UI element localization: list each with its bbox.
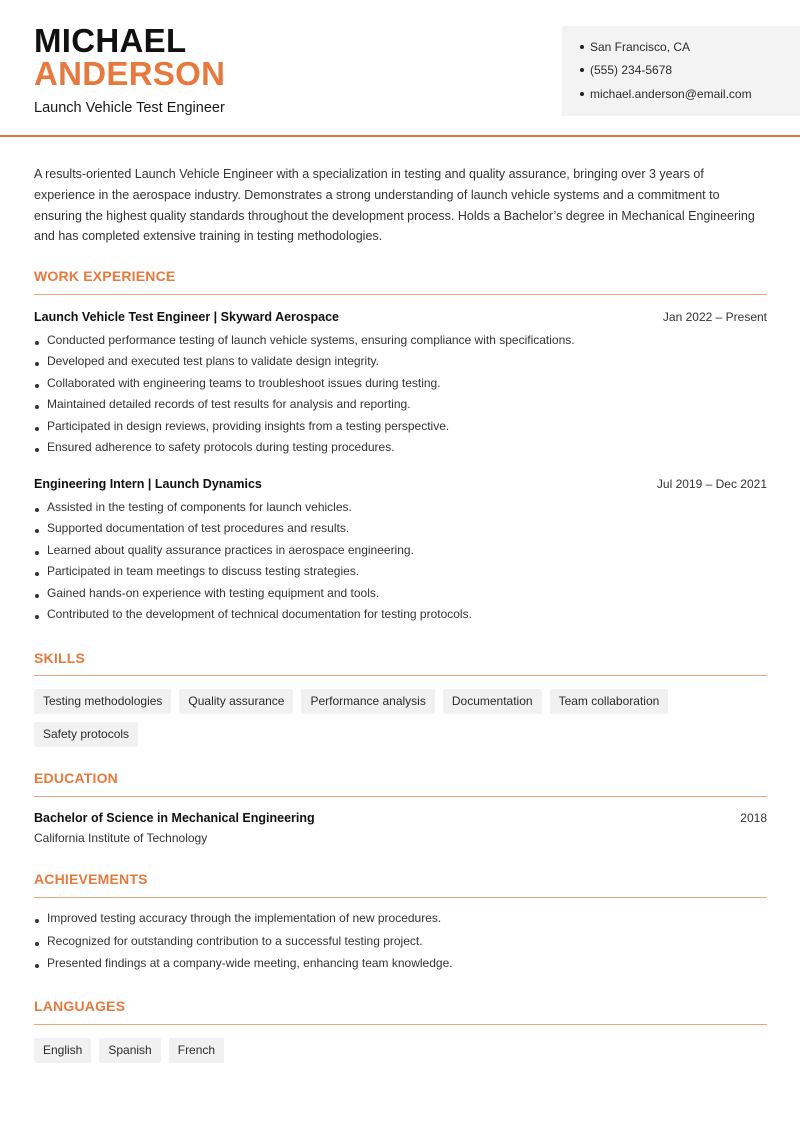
first-name: MICHAEL [34, 22, 187, 59]
skill-chip: Testing methodologies [34, 689, 171, 714]
bullet-icon [580, 92, 584, 96]
job-header [34, 477, 767, 491]
section-title-languages: LANGUAGES [34, 998, 126, 1014]
list-item: Participated in team meetings to discuss testing strategies. [34, 564, 767, 585]
section-divider [34, 294, 767, 295]
summary-paragraph: A results-oriented Launch Vehicle Engineer with a specialization in testing and quality assurance, bringing over 3 years of experience in the aerospace industry. Demonstrates a strong understanding of launch vehicle systems and a commitment to ensuring the highest quality standards throughout the development process. Holds a Bachelor’s degree in Mechanical Engineering and has completed extensive training in testing methodologies. [34, 167, 755, 244]
job-dates: Jan 2022 – Present [662, 310, 767, 324]
graduation-year: 2018 [740, 811, 767, 825]
list-item: Contributed to the development of technical documentation for testing protocols. [34, 607, 767, 628]
list-item: Improved testing accuracy through the implementation of new procedures. [34, 911, 767, 934]
skill-chip: Team collaboration [550, 689, 669, 714]
email-text: michael.anderson@email.com [590, 87, 752, 101]
phone-text: (555) 234-5678 [590, 63, 673, 77]
skills-list [34, 689, 767, 747]
job-dates: Jul 2019 – Dec 2021 [656, 477, 767, 491]
skill-chip: Performance analysis [301, 689, 434, 714]
contact-phone [580, 63, 672, 77]
list-item: Maintained detailed records of test results for analysis and reporting. [34, 397, 767, 418]
section-divider [34, 1024, 767, 1025]
language-chip: French [169, 1038, 224, 1063]
languages-list [34, 1038, 767, 1063]
section-title-skills: SKILLS [34, 650, 85, 666]
education-header [34, 811, 767, 825]
degree: Bachelor of Science in Mechanical Engineering [34, 811, 315, 825]
contact-email [580, 87, 752, 101]
location-text: San Francisco, CA [590, 40, 691, 54]
achievements-list [34, 911, 767, 979]
list-item: Developed and executed test plans to validate design integrity. [34, 354, 767, 375]
skill-chip: Quality assurance [179, 689, 293, 714]
section-title-achievements: ACHIEVEMENTS [34, 871, 148, 887]
skill-chip: Documentation [443, 689, 542, 714]
resume-header [0, 0, 800, 137]
section-divider [34, 897, 767, 898]
job-bullets [34, 333, 767, 461]
contact-location [580, 40, 690, 54]
bullet-icon [580, 68, 584, 72]
contact-box [562, 26, 800, 116]
list-item: Learned about quality assurance practices in aerospace engineering. [34, 543, 767, 564]
list-item: Gained hands-on experience with testing equipment and tools. [34, 586, 767, 607]
list-item: Recognized for outstanding contribution to a successful testing project. [34, 934, 767, 957]
list-item: Assisted in the testing of components for launch vehicles. [34, 500, 767, 521]
job-role: Launch Vehicle Test Engineer | Skyward Aerospace [34, 310, 339, 324]
list-item: Ensured adherence to safety protocols during testing procedures. [34, 440, 767, 461]
list-item: Collaborated with engineering teams to troubleshoot issues during testing. [34, 376, 767, 397]
language-chip: English [34, 1038, 91, 1063]
list-item: Participated in design reviews, providing insights from a testing perspective. [34, 419, 767, 440]
last-name: ANDERSON [34, 55, 226, 92]
list-item: Conducted performance testing of launch vehicle systems, ensuring compliance with specifications. [34, 333, 767, 354]
language-chip: Spanish [99, 1038, 160, 1063]
section-divider [34, 675, 767, 676]
list-item: Presented findings at a company-wide meeting, enhancing team knowledge. [34, 956, 767, 979]
school-name: California Institute of Technology [34, 831, 208, 845]
section-title-education: EDUCATION [34, 770, 118, 786]
skill-chip: Safety protocols [34, 722, 138, 747]
job-header [34, 310, 767, 324]
section-title-work: WORK EXPERIENCE [34, 268, 176, 284]
job-title: Launch Vehicle Test Engineer [34, 100, 225, 116]
bullet-icon [580, 45, 584, 49]
job-bullets [34, 500, 767, 628]
list-item: Supported documentation of test procedures and results. [34, 521, 767, 542]
job-role: Engineering Intern | Launch Dynamics [34, 477, 262, 491]
section-divider [34, 796, 767, 797]
